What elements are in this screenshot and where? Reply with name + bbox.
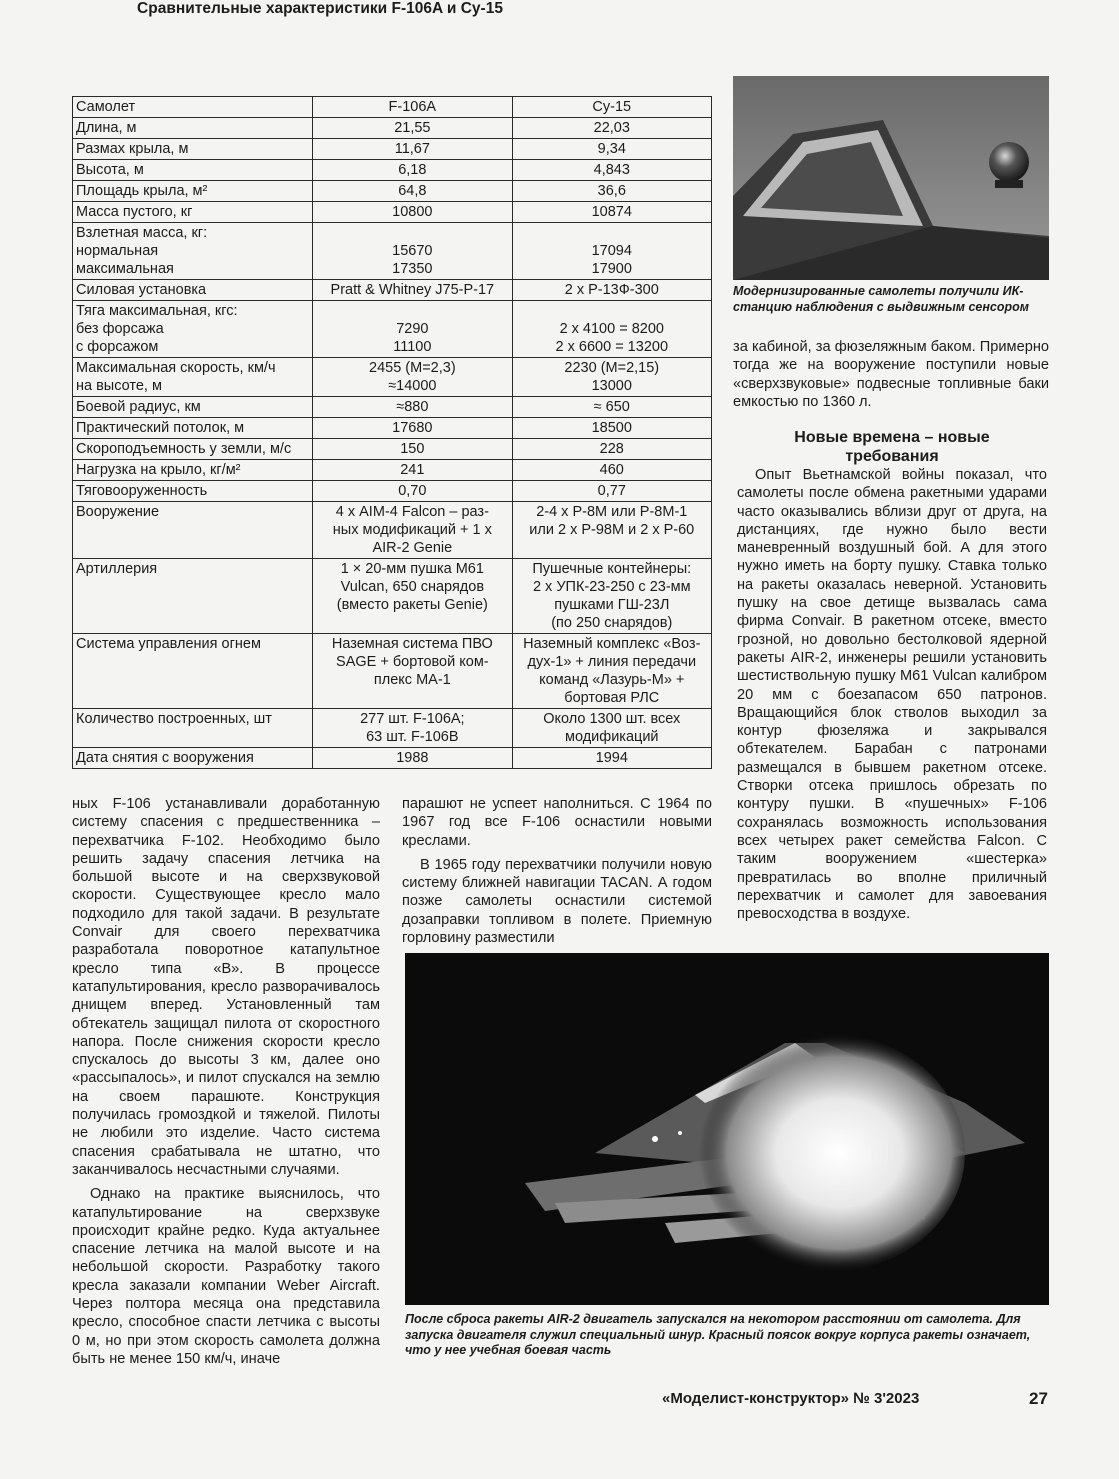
table-cell-label: Система управления огнем [73,634,313,709]
table-cell-label: Тяга максимальная, кгс: без форсажа с форсажом [73,301,313,358]
left-paragraph-2: Однако на практике выяснилось, что катапультирование на сверхзвуке происходит крайне редко. Куда актуальнее спасение летчика на малой высоте и на небольшой скорости. Разработку такого кресла заказали компании Weber Aircraft. Через полтора месяца она представила кресло, способное спасти летчика с высоты 0 м, но при этом скорость самолета должна быть не менее 150 км/ч, иначе [72,1186,380,1367]
table-cell-value: Наземный комплекс «Воз- дух-1» + линия передачи команд «Лазурь-М» + бортовая РЛС [512,634,711,709]
missile-launch-illustration [405,953,1049,1305]
table-row [73,223,712,280]
table-cell-label: Нагрузка на крыло, кг/м² [73,460,313,481]
table-cell-value: Пушечные контейнеры: 2 х УПК-23-250 с 23-мм пушками ГШ-23Л (по 250 снарядов) [512,559,711,634]
table-cell-value: 18500 [512,418,711,439]
table-cell-value: 0,70 [313,481,512,502]
section-heading: Новые времена – новые требования [794,429,990,465]
middle-paragraph-1: парашют не успеет наполниться. С 1964 по 1967 год все F-106 оснастили новыми креслами. [402,796,712,849]
table-row [73,709,712,748]
table-row [73,280,712,301]
table-cell-value: 241 [313,460,512,481]
table-row [73,181,712,202]
table-cell-value: 9,34 [512,139,711,160]
table-cell-label: Самолет [73,97,313,118]
table-cell-label: Площадь крыла, м² [73,181,313,202]
table-row [73,118,712,139]
table-cell-value: 17680 [313,418,512,439]
page-number: 27 [1029,1389,1048,1408]
table-cell-value: F-106A [313,97,512,118]
table-row [73,481,712,502]
table-cell-value: 1 × 20-мм пушка М61 Vulcan, 650 снарядов (вместо ракеты Genie) [313,559,512,634]
middle-column [402,795,712,947]
middle-paragraph-2: В 1965 году перехватчики получили новую систему ближней навигации TACAN. А годом позже самолеты оснастили системой дозаправки топливом в полете. Приемную горловину разместили [402,856,712,947]
cockpit-photo-illustration [733,76,1049,280]
table-cell-label: Дата снятия с вооружения [73,748,313,769]
comparison-table [72,96,712,769]
table-row [73,301,712,358]
table-cell-value: ≈ 650 [512,397,711,418]
table-cell-label: Высота, м [73,160,313,181]
table-cell-label: Практический потолок, м [73,418,313,439]
right-paragraph-2: Опыт Вьетнамской войны показал, что самолеты после обмена ракетными ударами часто оказывались вблизи друг от друга, на дистанциях, где нужно было вести маневренный воздушный бой. А для этого нужно иметь на борту пушку. Ставка только на ракеты оказалась неверной. Установить пушку на свое детище вызвалась сама фирма Convair. В ракетном отсеке, вместо грозной, но довольно бестолковой ядерной ракеты AIR-2, инженеры решили установить шестиствольную пушку M61 Vulcan калибром 20 мм с боезапасом 650 патронов. Вращающийся блок стволов выходил за контур фюзеляжа и закрывался обтекателем. Барабан с патронами размещался в бывшем ракетном отсеке. Створки отсека пришлось обрезать по контуру пушки. В «пушечных» F-106 сохранялась возможность использования всех четырех ракет семейства Falcon. С таким вооружением «шестерка» превратилась во вполне приличный перехватчик и самолет для завоевания превосходства в воздухе. [737,467,1047,923]
table-cell-value: 228 [512,439,711,460]
table-row [73,439,712,460]
table-cell-value: 7290 11100 [313,301,512,358]
table-cell-value: 11,67 [313,139,512,160]
photo-air2-launch [405,953,1049,1305]
table-cell-value: Около 1300 шт. всех модификаций [512,709,711,748]
table-cell-value: 2230 (М=2,15) 13000 [512,358,711,397]
table-row [73,397,712,418]
table-row [73,748,712,769]
table-row [73,634,712,709]
table-cell-label: Боевой радиус, км [73,397,313,418]
table-cell-value: 36,6 [512,181,711,202]
table-cell-value: 0,77 [512,481,711,502]
table-header-row [73,97,712,118]
right-column [733,338,1049,411]
table-title: Сравнительные характеристики F-106A и Су-15 [137,0,503,17]
table-cell-label: Вооружение [73,502,313,559]
table-cell-value: ≈880 [313,397,512,418]
photo-top-caption: Модернизированные самолеты получили ИК-станцию наблюдения с выдвижным сенсором [733,284,1030,314]
table-cell-label: Тяговооруженность [73,481,313,502]
table-cell-label: Масса пустого, кг [73,202,313,223]
table-cell-value: 1988 [313,748,512,769]
table-cell-value: Pratt & Whitney J75-P-17 [313,280,512,301]
table-cell-value: 10800 [313,202,512,223]
right-paragraph-1: за кабиной, за фюзеляжным баком. Примерно тогда же на вооружение поступили новые «сверхзвуковые» подвесные топливные баки емкостью по 1360 л. [733,339,1049,410]
table-row [73,502,712,559]
right-column-body [737,466,1047,923]
left-column [72,795,380,1368]
table-cell-label: Взлетная масса, кг: нормальная максимальная [73,223,313,280]
table-row [73,418,712,439]
table-cell-value: 2 х Р-13Ф-300 [512,280,711,301]
table-cell-value: 17094 17900 [512,223,711,280]
photo-bottom-caption: После сброса ракеты AIR-2 двигатель запускался на некотором расстоянии от самолета. Для запуска двигателя служил специальный шнур. Красный поясок вокруг корпуса ракеты означает, что у нее учебная боевая часть [405,1312,1031,1357]
table-cell-label: Скороподъемность у земли, м/с [73,439,313,460]
table-cell-value: 2455 (М=2,3) ≈14000 [313,358,512,397]
table-cell-value: 22,03 [512,118,711,139]
table-cell-value: 10874 [512,202,711,223]
table-cell-value: 2 х 4100 = 8200 2 х 6600 = 13200 [512,301,711,358]
magazine-title: «Моделист-конструктор» № 3'2023 [662,1390,920,1407]
table-row [73,202,712,223]
table-cell-value: 277 шт. F-106А; 63 шт. F-106В [313,709,512,748]
table-cell-value: Су-15 [512,97,711,118]
table-row [73,160,712,181]
table-cell-value: 4,843 [512,160,711,181]
table-row [73,559,712,634]
table-cell-label: Артиллерия [73,559,313,634]
table-cell-label: Количество построенных, шт [73,709,313,748]
table-cell-value: 150 [313,439,512,460]
table-cell-value: Наземная система ПВО SAGE + бортовой ком- плекс МА-1 [313,634,512,709]
table-row [73,139,712,160]
table-cell-label: Длина, м [73,118,313,139]
table-cell-value: 460 [512,460,711,481]
table-row [73,358,712,397]
photo-ir-sensor [733,76,1049,280]
table-cell-value: 21,55 [313,118,512,139]
table-cell-value: 1994 [512,748,711,769]
table-cell-value: 4 х AIM-4 Falcon – раз- ных модификаций + 1 х AIR-2 Genie [313,502,512,559]
table-cell-label: Силовая установка [73,280,313,301]
table-cell-value: 15670 17350 [313,223,512,280]
table-cell-value: 64,8 [313,181,512,202]
table-row [73,460,712,481]
table-cell-value: 2-4 х Р-8М или Р-8М-1 или 2 х Р-98М и 2 х Р-60 [512,502,711,559]
table-cell-value: 6,18 [313,160,512,181]
table-cell-label: Максимальная скорость, км/ч на высоте, м [73,358,313,397]
left-paragraph-1: ных F-106 устанавливали доработанную систему спасения с предшественника – перехватчика F-102. Необходимо было решить задачу спасения летчика на большой высоте и на сверхзвуковой скорости. Существующее кресло мало подходило для такой задачи. В результате Convair для своего перехватчика разработала поворотное катапультное кресло типа «B». В процессе катапультирования, кресло разворачивалось днищем вперед. Установленный там обтекатель защищал пилота от скоростного напора. После снижения скорости кресло спускалось до высоты 3 км, далее оно «рассыпалось», и пилот спускался на землю на своем парашюте. Конструкция получилась громоздкой и тяжелой. Пилоты не любили это изделие. Часто система спасения срабатывала не штатно, что заканчивалось несчастными случаями. [72,796,380,1178]
table-cell-label: Размах крыла, м [73,139,313,160]
